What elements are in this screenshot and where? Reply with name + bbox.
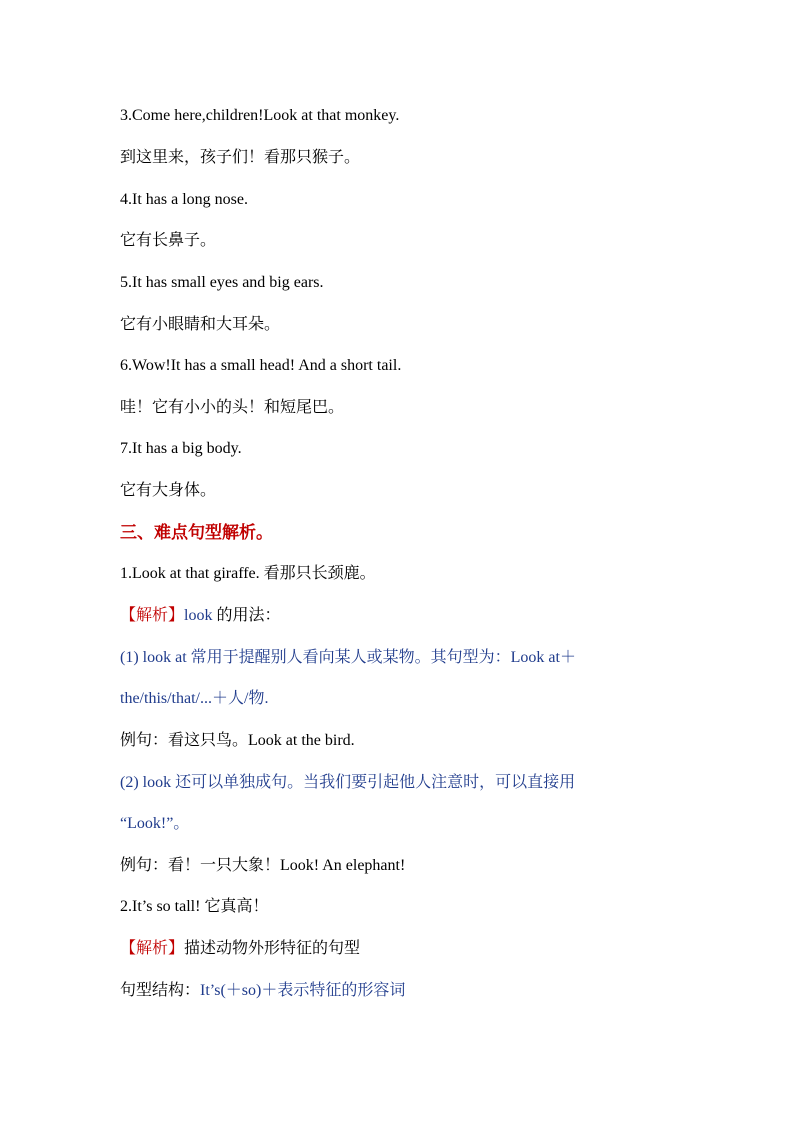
sentence-7-english: 7.It has a big body. <box>120 440 242 457</box>
sentence-7-chinese: 它有大身体。 <box>120 482 217 499</box>
structure-line <box>120 981 405 1001</box>
structure-formula: It’s(＋so)＋表示特征的形容词 <box>200 982 406 999</box>
sentence-5-english: 5.It has small eyes and big ears. <box>120 274 324 291</box>
analysis-tag: 【解析】 <box>120 940 185 957</box>
example-2: 例句：看！一只大象！Look! An elephant! <box>120 857 406 874</box>
sentence-6-english: 6.Wow!It has a small head! And a short tail. <box>120 357 402 374</box>
point-2-analysis <box>120 939 360 959</box>
section-heading: 三、难点句型解析。 <box>120 523 273 542</box>
point-2-title: 2.It’s so tall! 它真高！ <box>120 898 269 915</box>
example-1: 例句：看这只鸟。Look at the bird. <box>120 732 355 749</box>
rule-1-line-a: (1) look at 常用于提醒别人看向某人或某物。其句型为：Look at＋ <box>120 649 576 666</box>
sentence-5-chinese: 它有小眼睛和大耳朵。 <box>120 316 281 333</box>
rule-1-line-b: the/this/that/...＋人/物. <box>120 690 269 707</box>
sentence-3-english: 3.Come here,children!Look at that monkey. <box>120 107 400 124</box>
keyword-look: look <box>184 607 213 624</box>
structure-label: 句型结构： <box>120 982 201 999</box>
sentence-4-chinese: 它有长鼻子。 <box>120 232 217 249</box>
point-1-title: 1.Look at that giraffe. 看那只长颈鹿。 <box>120 565 376 582</box>
sentence-6-chinese: 哇！它有小小的头！和短尾巴。 <box>120 399 345 416</box>
sentence-3-chinese: 到这里来，孩子们！看那只猴子。 <box>120 149 361 166</box>
point-1-analysis <box>120 606 280 626</box>
analysis-tag: 【解析】 <box>120 607 185 624</box>
analysis-text: 描述动物外形特征的句型 <box>184 940 361 957</box>
analysis-text: 的用法： <box>212 607 281 624</box>
rule-2-line-a: (2) look 还可以单独成句。当我们要引起他人注意时，可以直接用 <box>120 774 576 791</box>
sentence-4-english: 4.It has a long nose. <box>120 191 248 208</box>
rule-2-line-b: “Look!”。 <box>120 815 190 832</box>
